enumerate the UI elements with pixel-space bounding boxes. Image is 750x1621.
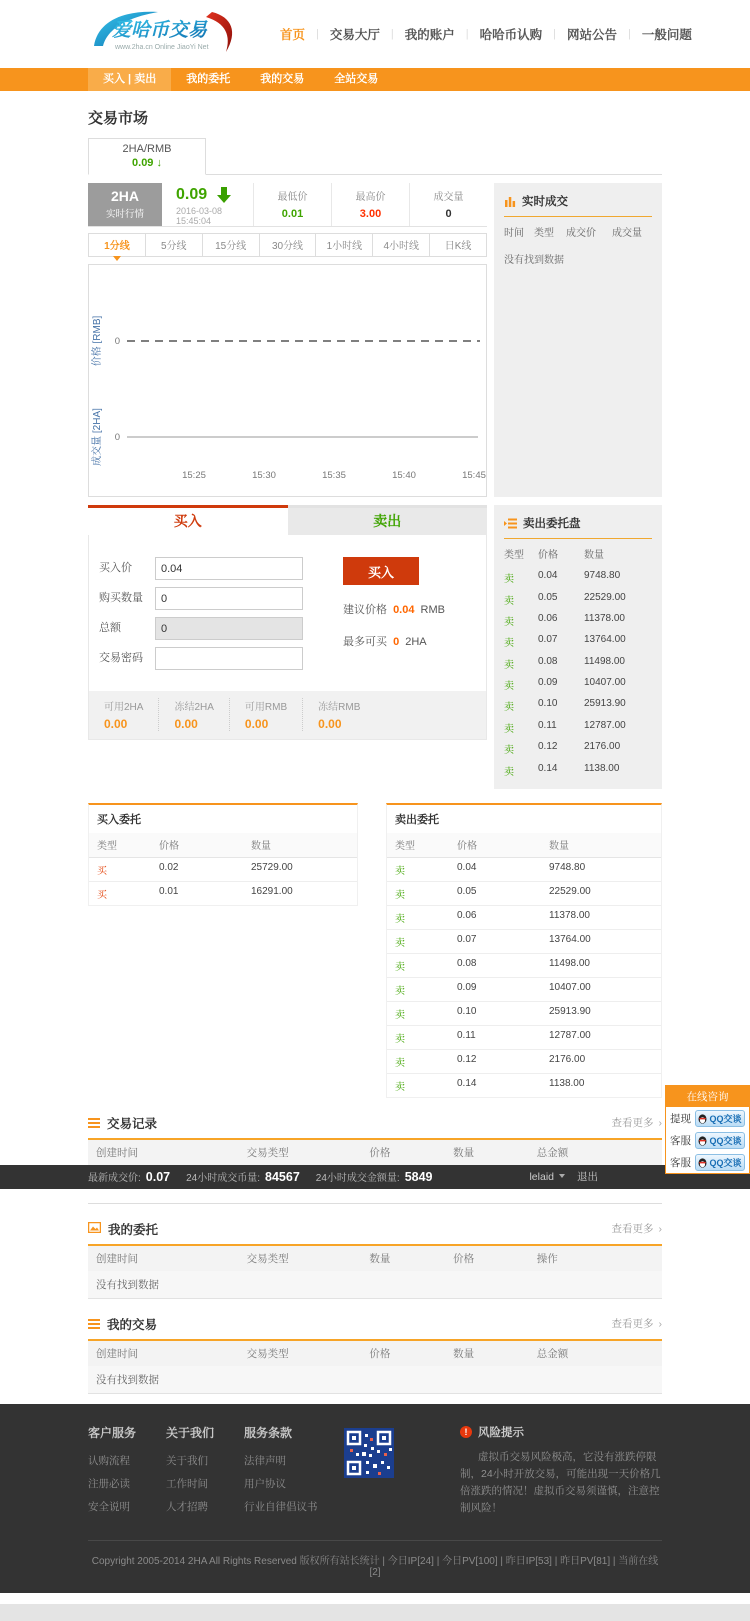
trade-records-title: 交易记录 [107, 1116, 158, 1131]
bar-chart-icon [504, 195, 516, 207]
nav-home[interactable]: 首页 [280, 28, 306, 42]
footer-col-title: 关于我们 [166, 1425, 215, 1440]
nav-trade-hall[interactable]: 交易大厅 [329, 28, 380, 42]
chat-widget-title: 在线咨询 [666, 1086, 749, 1107]
depth-row: 卖 0.14 1138.00 [504, 762, 620, 778]
order-list-icon [504, 518, 517, 529]
page-title: 交易市场 [88, 110, 149, 127]
current-price: 0.09 [176, 186, 208, 203]
table-row: 买 0.01 16291.00 [97, 885, 293, 901]
footer-link[interactable]: 关于我们 [166, 1454, 208, 1467]
trade-records-empty-area [88, 1189, 662, 1204]
column-header: 类型 [395, 840, 415, 852]
column-header: 价格 [159, 840, 179, 852]
chart-tab-5min[interactable]: 5分线 [146, 233, 203, 257]
buy-orders-table [88, 803, 358, 906]
sell-depth-panel [494, 505, 662, 789]
sell-orders-table [386, 803, 662, 1098]
chart-tab-4hour[interactable]: 4小时线 [373, 233, 430, 257]
chart-xtick: 15:30 [252, 470, 276, 481]
buy-orders-title: 买入委托 [97, 813, 141, 826]
logo-subtitle: www.2ha.cn Online JiaoYi Net [115, 43, 209, 51]
max-buy-label: 最多可买 [343, 636, 387, 648]
qr-code [344, 1428, 394, 1478]
balance-strip [89, 691, 486, 739]
table-row: 卖 0.12 2176.00 [387, 1050, 661, 1074]
suggest-price-value: 0.04 [393, 604, 415, 616]
nav-announcements[interactable]: 网站公告 [567, 28, 618, 42]
chevron-down-icon [559, 1174, 565, 1178]
amount-24h-value: 5849 [404, 1169, 433, 1184]
my-orders-column-headers: 创建时间 交易类型 数量 价格 操作 [88, 1246, 662, 1271]
depth-row: 卖 0.09 10407.00 [504, 677, 626, 693]
footer-link[interactable]: 安全说明 [88, 1500, 130, 1513]
buy-submit-button[interactable]: 买入 [343, 557, 419, 585]
table-row: 卖 0.07 13764.00 [387, 930, 661, 954]
footer-link[interactable]: 用户协议 [244, 1477, 286, 1490]
table-row: 卖 0.10 25913.90 [387, 1002, 661, 1026]
no-data-message: 没有找到数据 [504, 255, 564, 266]
market-pair-label: 2HA/RMB [122, 143, 172, 155]
balance-label: 可用RMB [244, 702, 288, 713]
table-row: 卖 0.08 11498.00 [387, 954, 661, 978]
logout-link[interactable]: 退出 [577, 1171, 598, 1184]
chart-ylabel-price: 价格 [RMB] [92, 315, 103, 367]
last-price-value: 0.07 [145, 1169, 171, 1184]
chart-tab-15min[interactable]: 15分线 [203, 233, 260, 257]
my-trades-header [88, 1315, 662, 1341]
balance-value: 0.00 [318, 717, 342, 731]
depth-row: 卖 0.06 11378.00 [504, 612, 625, 628]
column-header: 数量 [584, 550, 604, 561]
last-price-label: 最新成交价: [88, 1173, 141, 1185]
qq-chat-button[interactable]: QQ交谈 [695, 1132, 745, 1149]
suggest-price-unit: RMB [420, 604, 445, 616]
trade-records-header [88, 1114, 662, 1140]
nav-my-account[interactable]: 我的账户 [404, 28, 455, 42]
depth-row: 卖 0.11 12787.00 [504, 719, 626, 735]
chat-item-label: 客服 [670, 1135, 691, 1147]
tab-buy[interactable]: 买入 [88, 505, 288, 535]
volume-24h-label: 24小时成交币量: [186, 1173, 261, 1185]
market-pair-tab[interactable] [88, 138, 206, 175]
chart-xtick: 15:45 [462, 470, 486, 481]
footer-link[interactable]: 工作时间 [166, 1477, 208, 1490]
footer-link[interactable]: 认购流程 [88, 1454, 130, 1467]
column-header: 数量 [549, 840, 569, 852]
table-row: 卖 0.06 11378.00 [387, 906, 661, 930]
bottom-strip [0, 1604, 750, 1621]
ticker-strip [88, 183, 487, 227]
suggest-price-label: 建议价格 [343, 604, 387, 616]
column-header: 类型 [534, 228, 554, 239]
table-row: 买 0.02 25729.00 [89, 858, 357, 882]
username-dropdown[interactable]: lelaid [529, 1170, 554, 1183]
trade-password-label: 交易密码 [99, 652, 143, 664]
footer-link[interactable]: 人才招聘 [166, 1500, 208, 1513]
depth-row: 卖 0.12 2176.00 [504, 741, 621, 757]
no-data-message: 没有找到数据 [88, 1366, 662, 1394]
footer-link[interactable]: 行业自律倡议书 [244, 1500, 318, 1513]
qq-penguin-icon [698, 1136, 707, 1146]
column-header: 价格 [457, 840, 477, 852]
chart-tab-1hour[interactable]: 1小时线 [316, 233, 373, 257]
column-header: 时间 [504, 228, 524, 239]
copyright: Copyright 2005-2014 2HA All Rights Reserved 版权所有站长统计 | 今日IP[24] | 今日PV[100] | 昨日IP[53] | 昨日PV[81] | 当前在线[2] [91, 1555, 659, 1578]
table-row: 卖 0.04 9748.80 [387, 858, 661, 882]
qq-chat-button[interactable]: QQ交谈 [695, 1110, 745, 1127]
chart-interval-tabs [88, 233, 487, 257]
coin-sublabel: 实时行情 [105, 209, 144, 220]
qq-penguin-icon [698, 1114, 707, 1124]
market-pair-price: 0.09 ↓ [132, 157, 162, 169]
amount-24h-label: 24小时成交金额量: [315, 1173, 400, 1185]
buy-qty-label: 购买数量 [99, 592, 143, 604]
column-header: 成交量 [612, 228, 642, 239]
price-down-arrow-icon [217, 187, 231, 203]
chat-item-label: 客服 [670, 1157, 691, 1169]
column-header: 价格 [538, 550, 558, 561]
nav-separator: | [390, 28, 394, 40]
depth-row: 卖 0.05 22529.00 [504, 591, 626, 607]
column-header: 成交价 [566, 228, 596, 239]
low-price-value: 0.01 [281, 208, 304, 220]
balance-value: 0.00 [174, 717, 198, 731]
low-price-label: 最低价 [277, 192, 308, 203]
chat-item-label: 提现 [670, 1113, 691, 1125]
nav-separator: | [465, 28, 469, 40]
max-buy-unit: 2HA [405, 636, 427, 648]
risk-text: 虚拟币交易风险极高，它没有涨跌停限制，24小时开放交易，可能出现一天价格几倍涨跌的情况！虚拟币交易须谨慎，注意控制风险！ [460, 1450, 661, 1514]
risk-warning-icon: ! [460, 1426, 472, 1438]
subnav-buy-sell[interactable]: 买入 | 卖出 [88, 68, 171, 91]
no-data-message: 没有找到数据 [88, 1271, 662, 1299]
column-header: 类型 [504, 550, 524, 561]
main-nav [280, 25, 692, 43]
buy-price-input[interactable] [155, 557, 303, 580]
balance-value: 0.00 [104, 717, 128, 731]
my-orders-header [88, 1220, 662, 1246]
chart-price-zero-tick: 0 [114, 336, 120, 347]
high-price-label: 最高价 [355, 192, 386, 203]
online-chat-widget [665, 1085, 750, 1174]
price-timestamp: 2016-03-08 15:45:04 [176, 206, 223, 226]
depth-row: 卖 0.04 9748.80 [504, 570, 621, 586]
table-row: 卖 0.11 12787.00 [387, 1026, 661, 1050]
list-icon [88, 1319, 100, 1329]
balance-label: 冻结RMB [318, 702, 361, 713]
subnav-my-orders[interactable]: 我的委托 [186, 73, 231, 85]
nav-separator: | [553, 28, 556, 40]
subnav-all-trades[interactable]: 全站交易 [334, 73, 379, 85]
panel-icon [88, 1220, 101, 1238]
depth-row: 卖 0.07 13764.00 [504, 634, 626, 650]
buy-form [88, 535, 487, 740]
volume-24h-value: 84567 [265, 1169, 300, 1184]
chart-xtick: 15:25 [182, 470, 206, 481]
coin-name: 2HA [110, 188, 139, 204]
table-row: 卖 0.14 1138.00 [395, 1077, 585, 1093]
subnav-my-trades[interactable]: 我的交易 [260, 73, 305, 85]
logo-text: 爱哈币交易 [112, 19, 208, 41]
logo-swoosh-red [206, 12, 232, 52]
chart-ylabel-volume: 成交量 [2HA] [92, 408, 103, 466]
site-header [0, 0, 750, 68]
footer-link[interactable]: 注册必读 [88, 1477, 130, 1490]
realtime-panel-title: 实时成交 [522, 196, 568, 208]
chart-tab-1min[interactable]: 1分线 [88, 233, 146, 257]
footer-col-title: 服务条款 [244, 1425, 293, 1440]
max-buy-value: 0 [393, 636, 400, 648]
realtime-trades-panel [494, 183, 662, 497]
view-more-link[interactable]: 查看更多 › [611, 1318, 662, 1331]
footer-col-title: 客户服务 [88, 1425, 137, 1440]
nav-separator: | [628, 28, 631, 40]
list-icon [88, 1118, 100, 1128]
nav-coin-subscribe[interactable]: 哈哈币认购 [479, 28, 543, 42]
nav-faq[interactable]: 一般问题 [641, 28, 692, 42]
subnav-bar [0, 68, 750, 91]
trade-password-input[interactable] [155, 647, 303, 670]
chart-volume-zero-tick: 0 [114, 432, 120, 443]
my-trades-title: 我的交易 [107, 1317, 158, 1332]
coin-box [88, 183, 162, 226]
column-header: 类型 [97, 840, 117, 852]
qq-chat-button[interactable]: QQ交谈 [695, 1154, 745, 1171]
risk-title: 风险提示 [478, 1426, 524, 1439]
view-more-link[interactable]: 查看更多 › [611, 1223, 662, 1236]
high-price-value: 3.00 [359, 208, 382, 220]
qq-penguin-icon [698, 1158, 707, 1168]
footer-link[interactable]: 法律声明 [244, 1454, 286, 1467]
site-logo[interactable] [88, 8, 246, 61]
chart-tab-daily[interactable]: 日K线 [430, 233, 487, 257]
total-label: 总额 [99, 622, 121, 634]
nav-separator: | [316, 28, 319, 40]
market-tab-strip [88, 138, 662, 175]
sell-orders-title: 卖出委托 [395, 813, 439, 826]
view-more-link[interactable]: 查看更多 › [611, 1117, 662, 1130]
volume-label: 成交量 [433, 192, 464, 203]
balance-label: 可用2HA [104, 702, 144, 713]
chart-xtick: 15:40 [392, 470, 416, 481]
chart-tab-30min[interactable]: 30分线 [260, 233, 317, 257]
trade-records-column-headers: 创建时间 交易类型 价格 数量 总金额 [88, 1140, 662, 1165]
sell-depth-title: 卖出委托盘 [523, 518, 581, 530]
buy-qty-input[interactable] [155, 587, 303, 610]
my-orders-title: 我的委托 [108, 1222, 159, 1237]
buy-price-label: 买入价 [99, 562, 132, 574]
table-row: 卖 0.09 10407.00 [387, 978, 661, 1002]
depth-row: 卖 0.10 25913.90 [504, 698, 626, 714]
price-volume-chart [88, 264, 487, 497]
tab-sell[interactable]: 卖出 [288, 505, 488, 535]
site-footer [0, 1404, 750, 1593]
status-bar [0, 1165, 750, 1189]
my-trades-column-headers: 创建时间 交易类型 价格 数量 总金额 [88, 1341, 662, 1366]
table-row: 卖 0.05 22529.00 [387, 882, 661, 906]
column-header: 数量 [251, 840, 271, 852]
chart-xtick: 15:35 [322, 470, 346, 481]
volume-value: 0 [445, 208, 452, 220]
balance-value: 0.00 [244, 717, 269, 731]
total-input [155, 617, 303, 640]
depth-row: 卖 0.08 11498.00 [504, 655, 625, 671]
balance-label: 冻结2HA [174, 702, 214, 713]
